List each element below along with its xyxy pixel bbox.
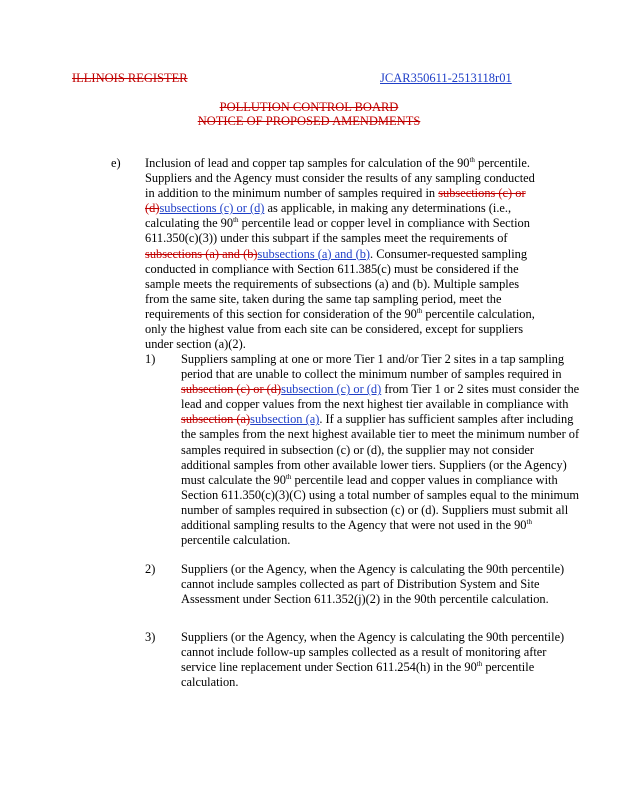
deleted-text: subsections (c) or (d): [145, 186, 526, 216]
deleted-text: subsection (c) or (d): [181, 382, 282, 397]
inserted-text: subsections (c) or (d): [159, 201, 265, 216]
inserted-text: subsection (c) or (d): [281, 382, 382, 397]
deleted-text: subsections (a) and (b): [145, 246, 258, 261]
item-2-text: Suppliers (or the Agency, when the Agency is calculating the 90th percentile) cannot include samples collected as part of Distribution System and Site Assessment under Section 611.352(j)(2) in the 90th percentile calculation.: [181, 562, 565, 607]
jcar-code: JCAR350611-2513118r01: [380, 71, 512, 85]
item-1-text: Suppliers sampling at one or more Tier 1 and/or Tier 2 sites in a tap sampling period that are unable to collect the minimum number of samples required in subsection (c) or (d)subsection (c) or (d) from Tier 1 or 2 sites must consider the lead and copper values from the next highest tier available in compliance with subsection (a)subsection (a). If a supplier has sufficient samples after including the samples from the next highest available tier to meet the minimum number of samples required in subsection (c) or (d), the supplier may not consider additional samples from other available lower tiers. Suppliers (or the Agency) must calculate the 90th percentile lead and copper values in compliance with Section 611.350(c)(3)(C) using a total number of samples equal to the minimum number of samples required in subsection (c) or (d). Suppliers must submit all additional sampling results to the Agency that were not used in the 90th percentile calculation.: [181, 352, 580, 548]
inserted-text: subsection (a): [250, 412, 320, 427]
subsection-e-text: Inclusion of lead and copper tap samples for calculation of the 90th percentile. Suppliers and the Agency must consider the results of any sampling conducted in addition to the minimum number of samples required in subsections (c) or (d)subsections (c) or (d) as applicable, in making any determinations (i.e., calculating the 90th percentile lead or copper level in compliance with Section 611.350(c)(3)) under this subpart if the samples meet the requirements of subsections (a) and (b)subsections (a) and (b). Consumer-requested sampling conducted in compliance with Section 611.385(c) must be considered if the sample meets the requirements of subsections (a) and (b). Multiple samples from the same site, taken during the same tap sampling period, meet the requirements of this section for consideration of the 90th percentile calculation, only the highest value from each site can be considered, except for suppliers under section (a)(2).: [145, 155, 535, 352]
item-3-label: 3): [145, 630, 156, 644]
item-2-label: 2): [145, 562, 156, 576]
item-1-label: 1): [145, 352, 156, 366]
board-title: POLLUTION CONTROL BOARD: [219, 100, 399, 114]
register-header: ILLINOIS REGISTER: [72, 71, 188, 85]
notice-title: NOTICE OF PROPOSED AMENDMENTS: [197, 114, 421, 128]
subsection-e-label: e): [111, 156, 121, 170]
item-3-text: Suppliers (or the Agency, when the Agency is calculating the 90th percentile) cannot include follow-up samples collected as a result of monitoring after service line replacement under Section 611.254(h) in the 90th percentile calculation.: [181, 630, 565, 690]
inserted-text: subsections (a) and (b): [257, 246, 371, 261]
deleted-text: subsection (a): [181, 412, 251, 427]
